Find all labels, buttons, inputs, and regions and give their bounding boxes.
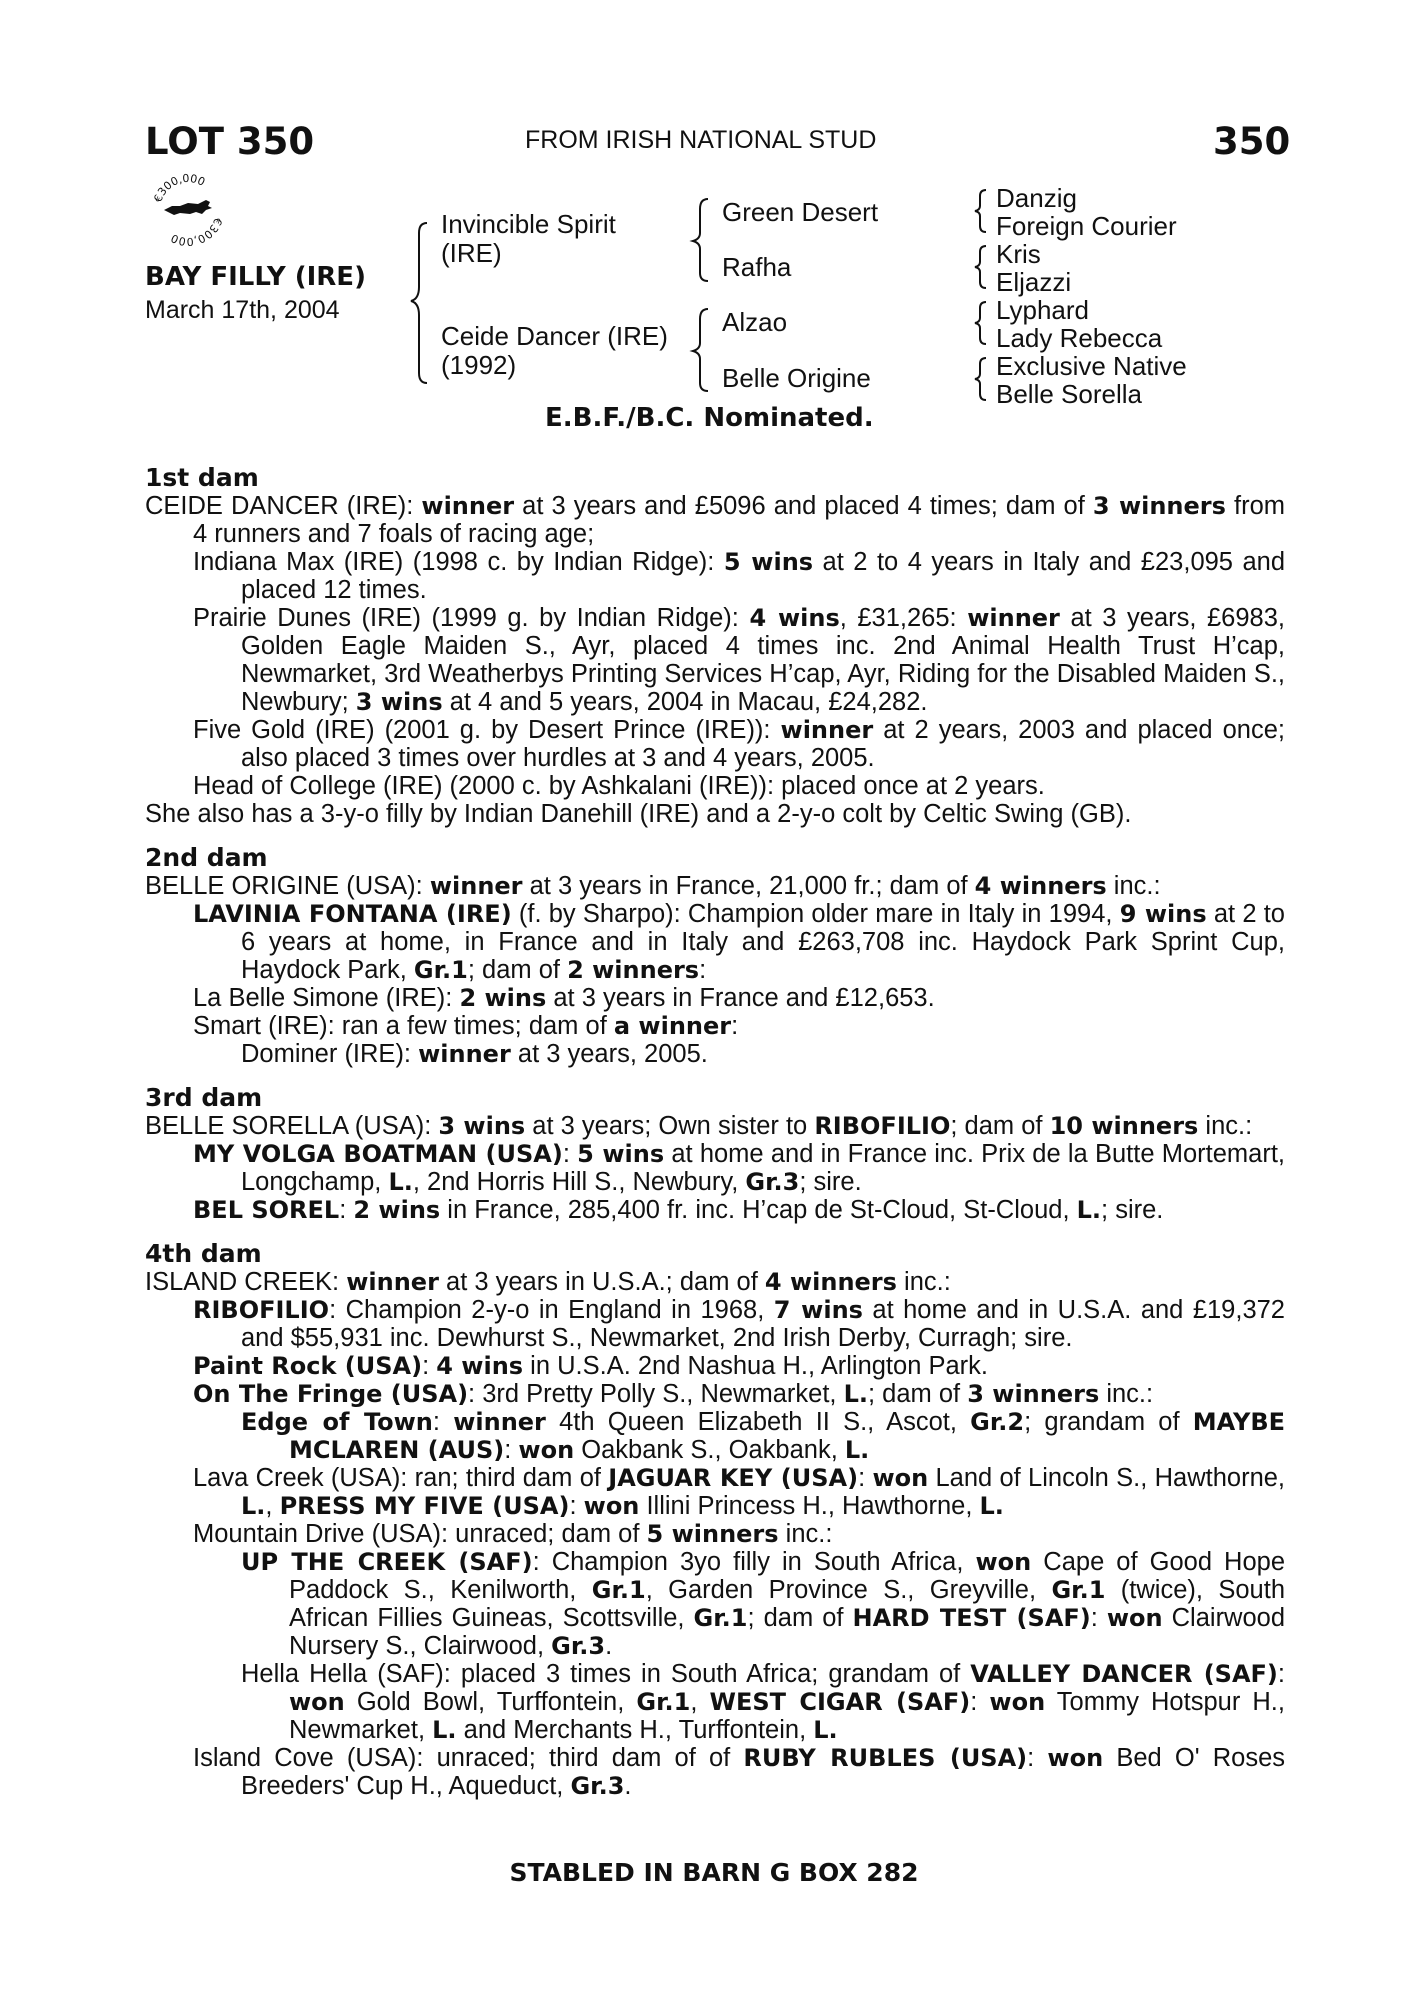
pedigree-entry: BEL SOREL: 2 wins in France, 285,400 fr. inc. H’cap de St-Cloud, St-Cloud, L.; sire. xyxy=(193,1196,1164,1224)
lot-number: 350 xyxy=(1213,120,1291,163)
foaling-date: March 17th, 2004 xyxy=(145,296,340,324)
pedigree-entry: BELLE ORIGINE (USA): winner at 3 years in France, 21,000 fr.; dam of 4 winners inc.: xyxy=(145,872,1161,900)
pedigree-entry: Hella Hella (SAF): placed 3 times in South Africa; grandam of VALLEY DANCER (SAF): won Gold Bowl, Turffontein, Gr.1, WEST CIGAR (SAF): won Tommy Hotspur H., Newmarket, L. and Merchants H., Turffontein, L. xyxy=(241,1660,1285,1744)
badge-price-top: €300,000 xyxy=(151,171,208,205)
dam-section xyxy=(145,1084,1285,1224)
dam-section xyxy=(145,464,1285,828)
pedigree-gen3-braces xyxy=(970,186,990,418)
svg-text:€300,000 xyxy=(169,216,225,246)
price-badge xyxy=(150,170,226,246)
pedigree-dam-brace xyxy=(688,305,714,395)
badge-price-bottom: €300,000 xyxy=(168,215,225,246)
pedigree-entry: ISLAND CREEK: winner at 3 years in U.S.A.; dam of 4 winners inc.: xyxy=(145,1268,951,1296)
pedigree-entry: On The Fringe (USA): 3rd Pretty Polly S., Newmarket, L.; dam of 3 winners inc.: xyxy=(193,1380,1154,1408)
stabling-note: STABLED IN BARN G BOX 282 xyxy=(509,1858,919,1887)
pedigree-gen2-4: Belle Origine xyxy=(722,363,871,393)
section-heading: 1st dam xyxy=(145,463,259,492)
pedigree-gen2-1: Green Desert xyxy=(722,197,879,227)
pedigree-entry: Paint Rock (USA): 4 wins in U.S.A. 2nd Nashua H., Arlington Park. xyxy=(193,1352,988,1380)
vendor-name: FROM IRISH NATIONAL STUD xyxy=(525,126,877,154)
catalogue-body xyxy=(145,464,1285,1803)
pedigree-entry: Edge of Town: winner 4th Queen Elizabeth II S., Ascot, Gr.2; grandam of MAYBE MCLAREN (AUS): won Oakbank S., Oakbank, L. xyxy=(241,1408,1286,1464)
pedigree-entry: Head of College (IRE) (2000 c. by Ashkalani (IRE)): placed once at 2 years. xyxy=(193,772,1045,800)
pedigree-entry: Lava Creek (USA): ran; third dam of JAGUAR KEY (USA): won Land of Lincoln S., Hawthorne, L., PRESS MY FIVE (USA): won Illini Princess H., Hawthorne, L. xyxy=(193,1464,1286,1520)
pedigree-entry: Prairie Dunes (IRE) (1999 g. by Indian Ridge): 4 wins, £31,265: winner at 3 years, £6983, Golden Eagle Maiden S., Ayr, placed 4 times inc. 2nd Animal Health Trust H’cap, Newmarket, 3rd Weatherbys Printing Services H’cap, Ayr, Riding for the Disabled Maiden S., Newbury; 3 wins at 4 and 5 years, 2004 in Macau, £24,282. xyxy=(193,604,1285,716)
pedigree-gen2-2: Rafha xyxy=(722,252,792,282)
pedigree-gen3: Danzig Foreign Courier Kris Eljazzi Lyphard Lady Rebecca Exclusive Native Belle Sorella xyxy=(996,183,1187,409)
pedigree-main-brace xyxy=(405,215,445,385)
pedigree-entry: BELLE SORELLA (USA): 3 wins at 3 years; Own sister to RIBOFILIO; dam of 10 winners inc.: xyxy=(145,1112,1253,1140)
pedigree-entry: Smart (IRE): ran a few times; dam of a winner: xyxy=(193,1012,739,1040)
pedigree-entry: She also has a 3-y-o filly by Indian Danehill (IRE) and a 2-y-o colt by Celtic Swing (GB). xyxy=(145,800,1132,828)
dam-section xyxy=(145,1240,1285,1800)
pedigree-sire: Invincible Spirit (IRE) xyxy=(441,209,616,268)
pedigree-entry: Indiana Max (IRE) (1998 c. by Indian Ridge): 5 wins at 2 to 4 years in Italy and £23,095 and placed 12 times. xyxy=(193,548,1286,604)
dam-section xyxy=(145,844,1285,1068)
section-heading: 3rd dam xyxy=(145,1083,263,1112)
pedigree-entry: CEIDE DANCER (IRE): winner at 3 years and £5096 and placed 4 times; dam of 3 winners from 4 runners and 7 foals of racing age; xyxy=(145,492,1285,548)
pedigree-entry: Dominer (IRE): winner at 3 years, 2005. xyxy=(241,1040,708,1068)
pedigree-entry: Mountain Drive (USA): unraced; dam of 5 winners inc.: xyxy=(193,1520,833,1548)
pedigree-entry: MY VOLGA BOATMAN (USA): 5 wins at home and in France inc. Prix de la Butte Mortemart, Longchamp, L., 2nd Horris Hill S., Newbury, Gr.3; sire. xyxy=(193,1140,1285,1196)
pedigree-sire-brace xyxy=(688,195,714,285)
pedigree-entry: RIBOFILIO: Champion 2-y-o in England in 1968, 7 wins at home and in U.S.A. and £19,372 and $55,931 inc. Dewhurst S., Newmarket, 2nd Irish Derby, Curragh; sire. xyxy=(193,1296,1285,1352)
horse-description: BAY FILLY (IRE) xyxy=(145,262,366,292)
section-heading: 2nd dam xyxy=(145,843,268,872)
pedigree-gen2-3: Alzao xyxy=(722,307,788,337)
pedigree-entry: La Belle Simone (IRE): 2 wins at 3 years in France and £12,653. xyxy=(193,984,935,1012)
svg-text:€300,000 xyxy=(151,172,207,204)
lot-label: LOT 350 xyxy=(145,120,315,163)
fox-badge-icon xyxy=(150,170,226,246)
pedigree-entry: Five Gold (IRE) (2001 g. by Desert Prince (IRE)): winner at 2 years, 2003 and placed once; also placed 3 times over hurdles at 3 and 4 years, 2005. xyxy=(193,716,1285,772)
pedigree-entry: LAVINIA FONTANA (IRE) (f. by Sharpo): Champion older mare in Italy in 1994, 9 wins at 2 to 6 years at home, in France and in Italy and £263,708 inc. Haydock Park Sprint Cup, Haydock Park, Gr.1; dam of 2 winners: xyxy=(193,900,1285,984)
nomination-note: E.B.F./B.C. Nominated. xyxy=(545,403,874,433)
pedigree-entry: UP THE CREEK (SAF): Champion 3yo filly in South Africa, won Cape of Good Hope Paddock S., Kenilworth, Gr.1, Garden Province S., Greyville, Gr.1 (twice), South African Fillies Guineas, Scottsville, Gr.1; dam of HARD TEST (SAF): won Clairwood Nursery S., Clairwood, Gr.3. xyxy=(241,1548,1286,1660)
section-heading: 4th dam xyxy=(145,1239,262,1268)
pedigree-dam: Ceide Dancer (IRE) (1992) xyxy=(441,321,668,380)
pedigree-entry: Island Cove (USA): unraced; third dam of of RUBY RUBLES (USA): won Bed O' Roses Breeders' Cup H., Aqueduct, Gr.3. xyxy=(193,1744,1286,1800)
